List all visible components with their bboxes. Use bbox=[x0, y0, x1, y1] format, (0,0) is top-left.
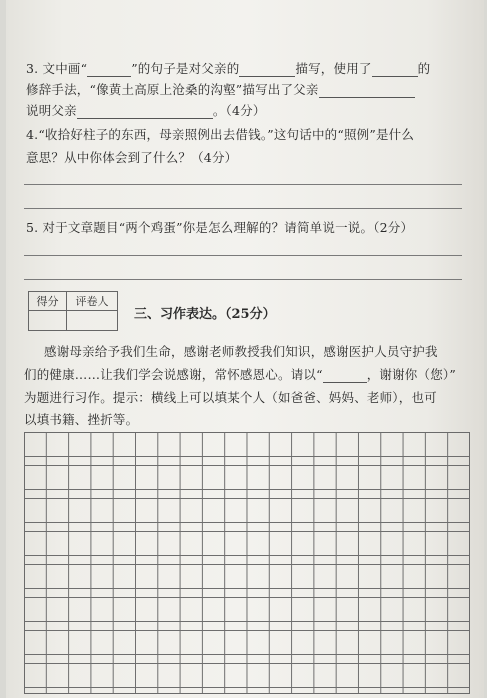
q5-line-1: 5. 对于文章题目“两个鸡蛋”你是怎么理解的？请简单说一说。（2分） bbox=[26, 220, 414, 235]
q3-text-a: 3. 文中画“ bbox=[26, 61, 88, 76]
q3-line-2 bbox=[26, 82, 415, 98]
q5-answer-line-2[interactable] bbox=[24, 279, 462, 280]
score-box bbox=[28, 291, 118, 331]
score-cell[interactable] bbox=[29, 311, 67, 331]
q3-text-g: 。（4分） bbox=[212, 103, 266, 118]
section-3-title: 三、习作表达。（25分） bbox=[134, 307, 276, 322]
prompt-line-2 bbox=[24, 367, 456, 383]
q4-answer-line-2[interactable] bbox=[24, 208, 462, 209]
q3-blank-description-type[interactable] bbox=[239, 63, 295, 77]
prompt-text-b: ，谢谢你（您）” bbox=[366, 367, 456, 382]
q4-answer-line-1[interactable] bbox=[24, 184, 462, 185]
q4-line-1: 4.“收拾好柱子的东西，母亲照例出去借钱。”这句话中的“照例”是什么 bbox=[26, 127, 415, 142]
prompt-line-3: 为题进行习作。提示：横线上可以填某个人（如爸爸、妈妈、老师），也可 bbox=[24, 390, 437, 405]
q3-text-b: ”的句子是对父亲的 bbox=[131, 61, 240, 76]
q3-text-e: 修辞手法，“像黄土高原上沧桑的沟壑”描写出了父亲 bbox=[26, 82, 319, 97]
q3-blank-quote[interactable] bbox=[87, 63, 131, 77]
grader-cell[interactable] bbox=[67, 311, 118, 331]
q3-blank-explain[interactable] bbox=[77, 105, 213, 119]
prompt-line-1: 感谢母亲给予我们生命，感谢老师教授我们知识，感谢医护人员守护我 bbox=[44, 344, 438, 359]
q3-line-1 bbox=[26, 61, 430, 77]
prompt-text-a: 们的健康……让我们学会说感谢，常怀感恩心。请以“ bbox=[24, 367, 323, 382]
q3-blank-rhetoric[interactable] bbox=[372, 63, 418, 77]
q4-line-2: 意思？从中你体会到了什么？（4分） bbox=[26, 150, 238, 165]
q3-line-3 bbox=[26, 103, 266, 119]
score-label: 得分 bbox=[29, 292, 67, 311]
q3-text-f: 说明父亲 bbox=[26, 103, 77, 118]
q3-blank-father-trait[interactable] bbox=[319, 84, 415, 98]
title-blank[interactable] bbox=[323, 369, 367, 383]
q3-text-d: 的 bbox=[417, 61, 431, 76]
q5-answer-line-1[interactable] bbox=[24, 255, 462, 256]
grader-label: 评卷人 bbox=[67, 292, 118, 311]
prompt-line-4: 以填书籍、挫折等。 bbox=[24, 412, 139, 427]
composition-grid[interactable] bbox=[24, 432, 470, 694]
q3-text-c: 描写，使用了 bbox=[295, 61, 372, 76]
exam-paper bbox=[6, 0, 484, 698]
